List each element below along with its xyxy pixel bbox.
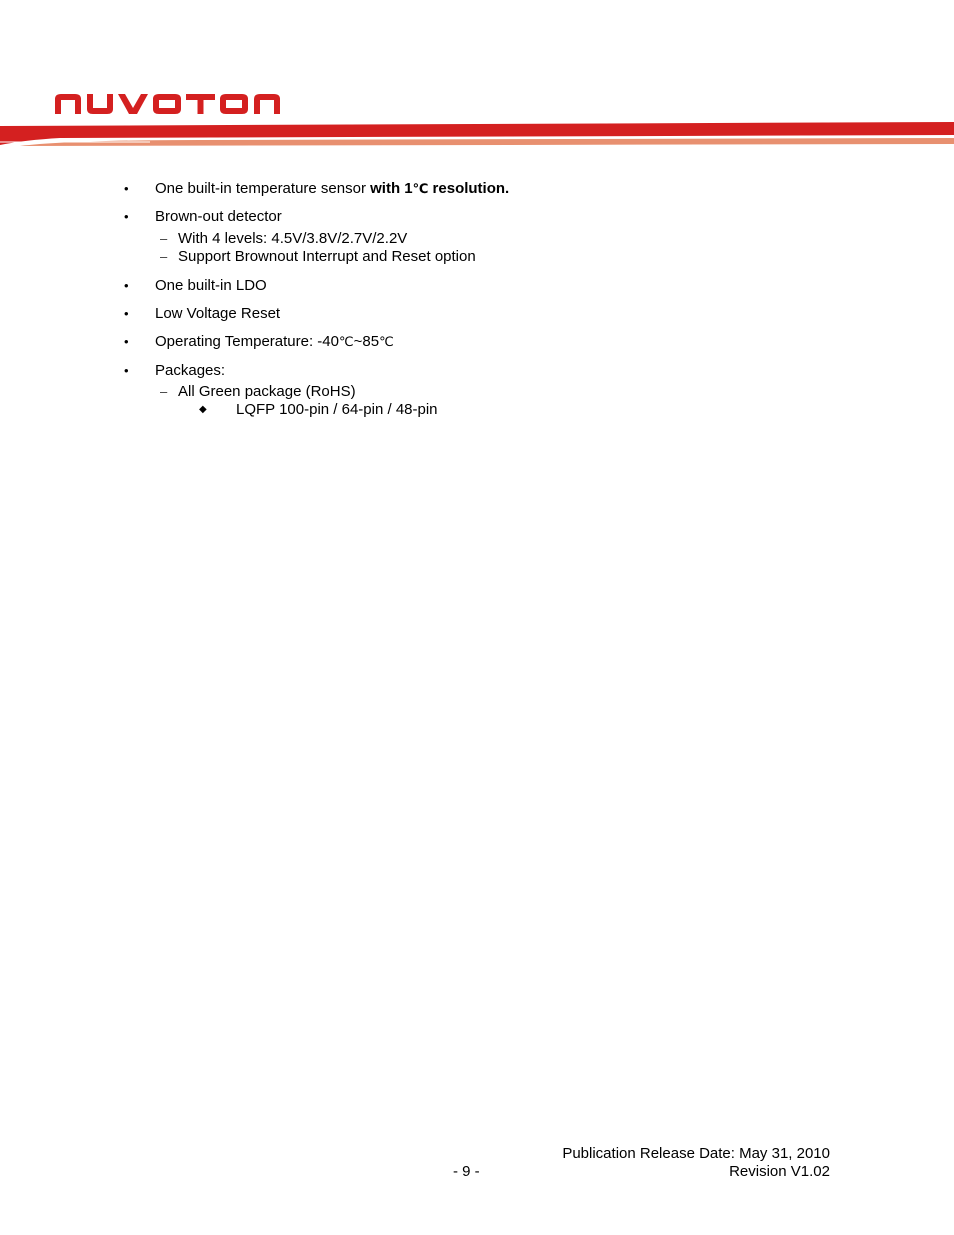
op-temp-prefix: Operating Temperature: -40 — [155, 333, 339, 350]
brownout-label: Brown-out detector — [155, 208, 282, 225]
bullet-icon: • — [124, 363, 129, 378]
lvr-label: Low Voltage Reset — [155, 305, 281, 322]
ldo-label: One built-in LDO — [155, 277, 267, 294]
op-temp-mid: ~85 — [353, 333, 380, 350]
brownout-levels: With 4 levels: 4.5V/3.8V/2.7V/2.2V — [178, 230, 408, 247]
diamond-icon: ◆ — [199, 404, 207, 415]
page-number: - 9 - — [453, 1163, 480, 1180]
packages-label: Packages: — [155, 362, 226, 379]
green-package: All Green package (RoHS) — [178, 383, 356, 400]
degree-symbol: ℃ — [339, 335, 354, 350]
degree-symbol: ℃ — [379, 335, 394, 350]
nuvoton-logo — [55, 92, 307, 114]
publication-release-date: Publication Release Date: May 31, 2010 — [562, 1145, 830, 1162]
degree-symbol: ℃ — [412, 182, 429, 197]
bullet-icon: • — [124, 334, 129, 349]
bullet-icon: • — [124, 278, 129, 293]
dash-icon: – — [160, 249, 168, 264]
lqfp-pins: LQFP 100-pin / 64-pin / 48-pin — [236, 401, 438, 418]
revision: Revision V1.02 — [729, 1163, 830, 1180]
header-banner — [0, 118, 954, 148]
bullet-icon: • — [124, 306, 129, 321]
nuvoton-logo-graphic — [55, 92, 307, 114]
bullet-icon: • — [124, 209, 129, 224]
temp-sensor-text: One built-in temperature sensor — [155, 180, 371, 197]
dash-icon: – — [160, 384, 168, 399]
dash-icon: – — [160, 231, 168, 246]
bullet-icon: • — [124, 181, 129, 196]
brownout-interrupt: Support Brownout Interrupt and Reset option — [178, 248, 476, 265]
temp-sensor-resolution: resolution. — [428, 180, 510, 197]
temp-sensor-bold: with 1 — [370, 180, 413, 197]
